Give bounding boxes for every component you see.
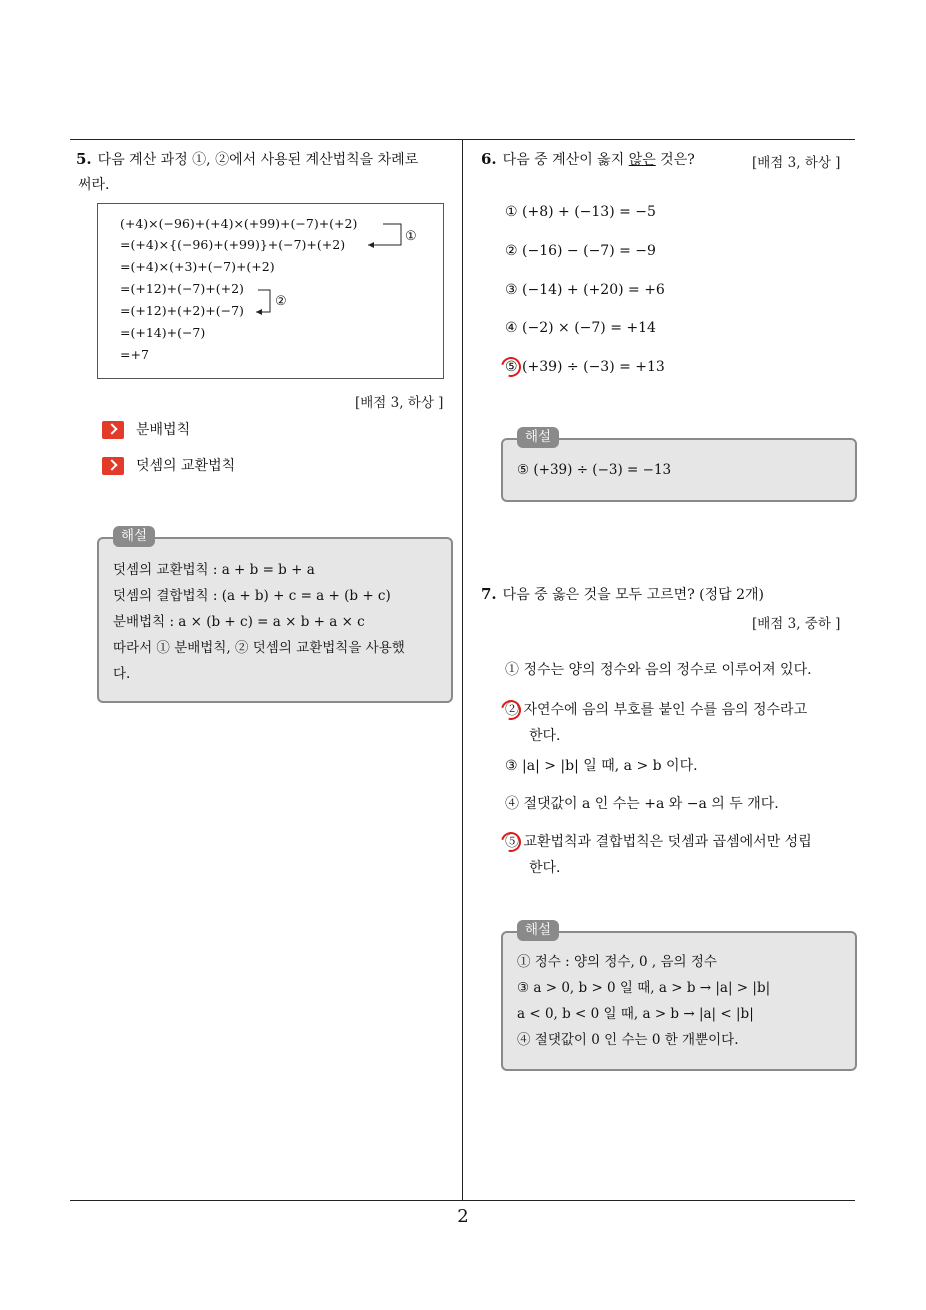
calc-line: =(+14)+(−7)	[120, 325, 206, 340]
q6-score: [배점 3, 하상 ]	[752, 155, 841, 171]
q7-explanation-line: ① 정수 : 양의 정수, 0 , 음의 정수	[517, 954, 717, 970]
q6-option-2: ② (−16) − (−7) = −9	[505, 243, 656, 259]
calc-line: =+7	[120, 347, 149, 362]
q5-explanation-box	[97, 528, 453, 703]
calc-line: =(+12)+(−7)+(+2)	[120, 281, 244, 296]
chevron-right-icon	[102, 421, 124, 439]
q5-text-line1: 다음 계산 과정 ①, ②에서 사용된 계산법칙을 차례로	[97, 152, 419, 168]
q6-explanation-line: ⑤ (+39) ÷ (−3) = −13	[517, 462, 672, 478]
q5-explanation-line: 분배법칙 : a × (b + c) = a × b + a × c	[113, 614, 365, 630]
q5-explanation-line: 따라서 ① 분배법칙, ② 덧셈의 교환법칙을 사용했	[113, 640, 405, 656]
calc-line: =(+4)×{(−96)+(+99)}+(−7)+(+2)	[120, 237, 346, 252]
q5-calculation-box	[97, 203, 444, 379]
q7-option-2: ② 자연수에 음의 부호를 붙인 수를 음의 정수라고	[505, 702, 808, 718]
calc-line: (+4)×(−96)+(+4)×(+99)+(−7)+(+2)	[120, 216, 358, 231]
q7-option-5-cont: 한다.	[529, 860, 561, 876]
column-divider	[462, 139, 463, 1201]
q7-explanation-line: a < 0, b < 0 일 때, a > b → |a| < |b|	[517, 1006, 754, 1022]
q5-number: 5.	[76, 150, 92, 168]
q7-explanation-line: ④ 절댓값이 0 인 수는 0 한 개뿐이다.	[517, 1032, 739, 1048]
q6-text-underlined: 않은	[628, 152, 656, 168]
q5-explanation-line: 덧셈의 결합법칙 : (a + b) + c = a + (b + c)	[113, 588, 391, 604]
q7-text: 다음 중 옳은 것을 모두 고르면? (정답 2개)	[502, 587, 765, 603]
q7-score: [배점 3, 중하 ]	[752, 616, 841, 632]
q7-option-5: ⑤ 교환법칙과 결합법칙은 덧셈과 곱셈에서만 성립	[505, 834, 812, 850]
q7-option-2-cont: 한다.	[529, 728, 561, 744]
q6-text-after: 것은?	[655, 152, 695, 168]
page-number: 2	[457, 1206, 469, 1227]
q6-option-4: ④ (−2) × (−7) = +14	[505, 320, 656, 336]
calc-line: =(+4)×(+3)+(−7)+(+2)	[120, 259, 275, 274]
q7-explanation-box	[501, 922, 857, 1071]
q5-score: [배점 3, 하상 ]	[355, 395, 444, 411]
q5-explanation-line: 다.	[113, 666, 131, 682]
calc-mark-1: ①	[405, 229, 417, 244]
q5-answer-2-text: 덧셈의 교환법칙	[136, 458, 236, 474]
q7-explanation-line: ③ a > 0, b > 0 일 때, a > b → |a| > |b|	[517, 980, 771, 996]
q5-text-line2: 써라.	[78, 177, 110, 193]
calc-mark-2: ②	[275, 294, 287, 309]
q5-answer-1-text: 분배법칙	[136, 422, 191, 438]
q7-explanation-label: 해설	[517, 920, 559, 941]
q5-answer-2	[102, 456, 235, 476]
q6-option-1: ① (+8) + (−13) = −5	[505, 204, 656, 220]
q5-answer-1	[102, 420, 190, 440]
q6-text-before: 다음 중 계산이 옳지	[502, 152, 629, 168]
calc-bracket-arrows	[98, 204, 443, 378]
q7-number: 7.	[481, 585, 497, 603]
q6-number: 6.	[481, 150, 497, 168]
q6-explanation-label: 해설	[517, 427, 559, 448]
q7-option-1: ① 정수는 양의 정수와 음의 정수로 이루어져 있다.	[505, 662, 812, 678]
q5-explanation-label: 해설	[113, 526, 155, 547]
q6-explanation-box	[501, 429, 857, 502]
q7-header	[481, 582, 764, 608]
q6-header	[481, 147, 695, 173]
calc-line: =(+12)+(+2)+(−7)	[120, 303, 244, 318]
chevron-right-icon	[102, 457, 124, 475]
q5-explanation-line: 덧셈의 교환법칙 : a + b = b + a	[113, 562, 315, 578]
q5-header	[76, 147, 461, 198]
q6-option-5: ⑤ (+39) ÷ (−3) = +13	[505, 359, 665, 375]
q6-option-3: ③ (−14) + (+20) = +6	[505, 282, 665, 298]
q7-option-4: ④ 절댓값이 a 인 수는 +a 와 −a 의 두 개다.	[505, 796, 779, 812]
q7-option-3: ③ |a| > |b| 일 때, a > b 이다.	[505, 758, 698, 774]
